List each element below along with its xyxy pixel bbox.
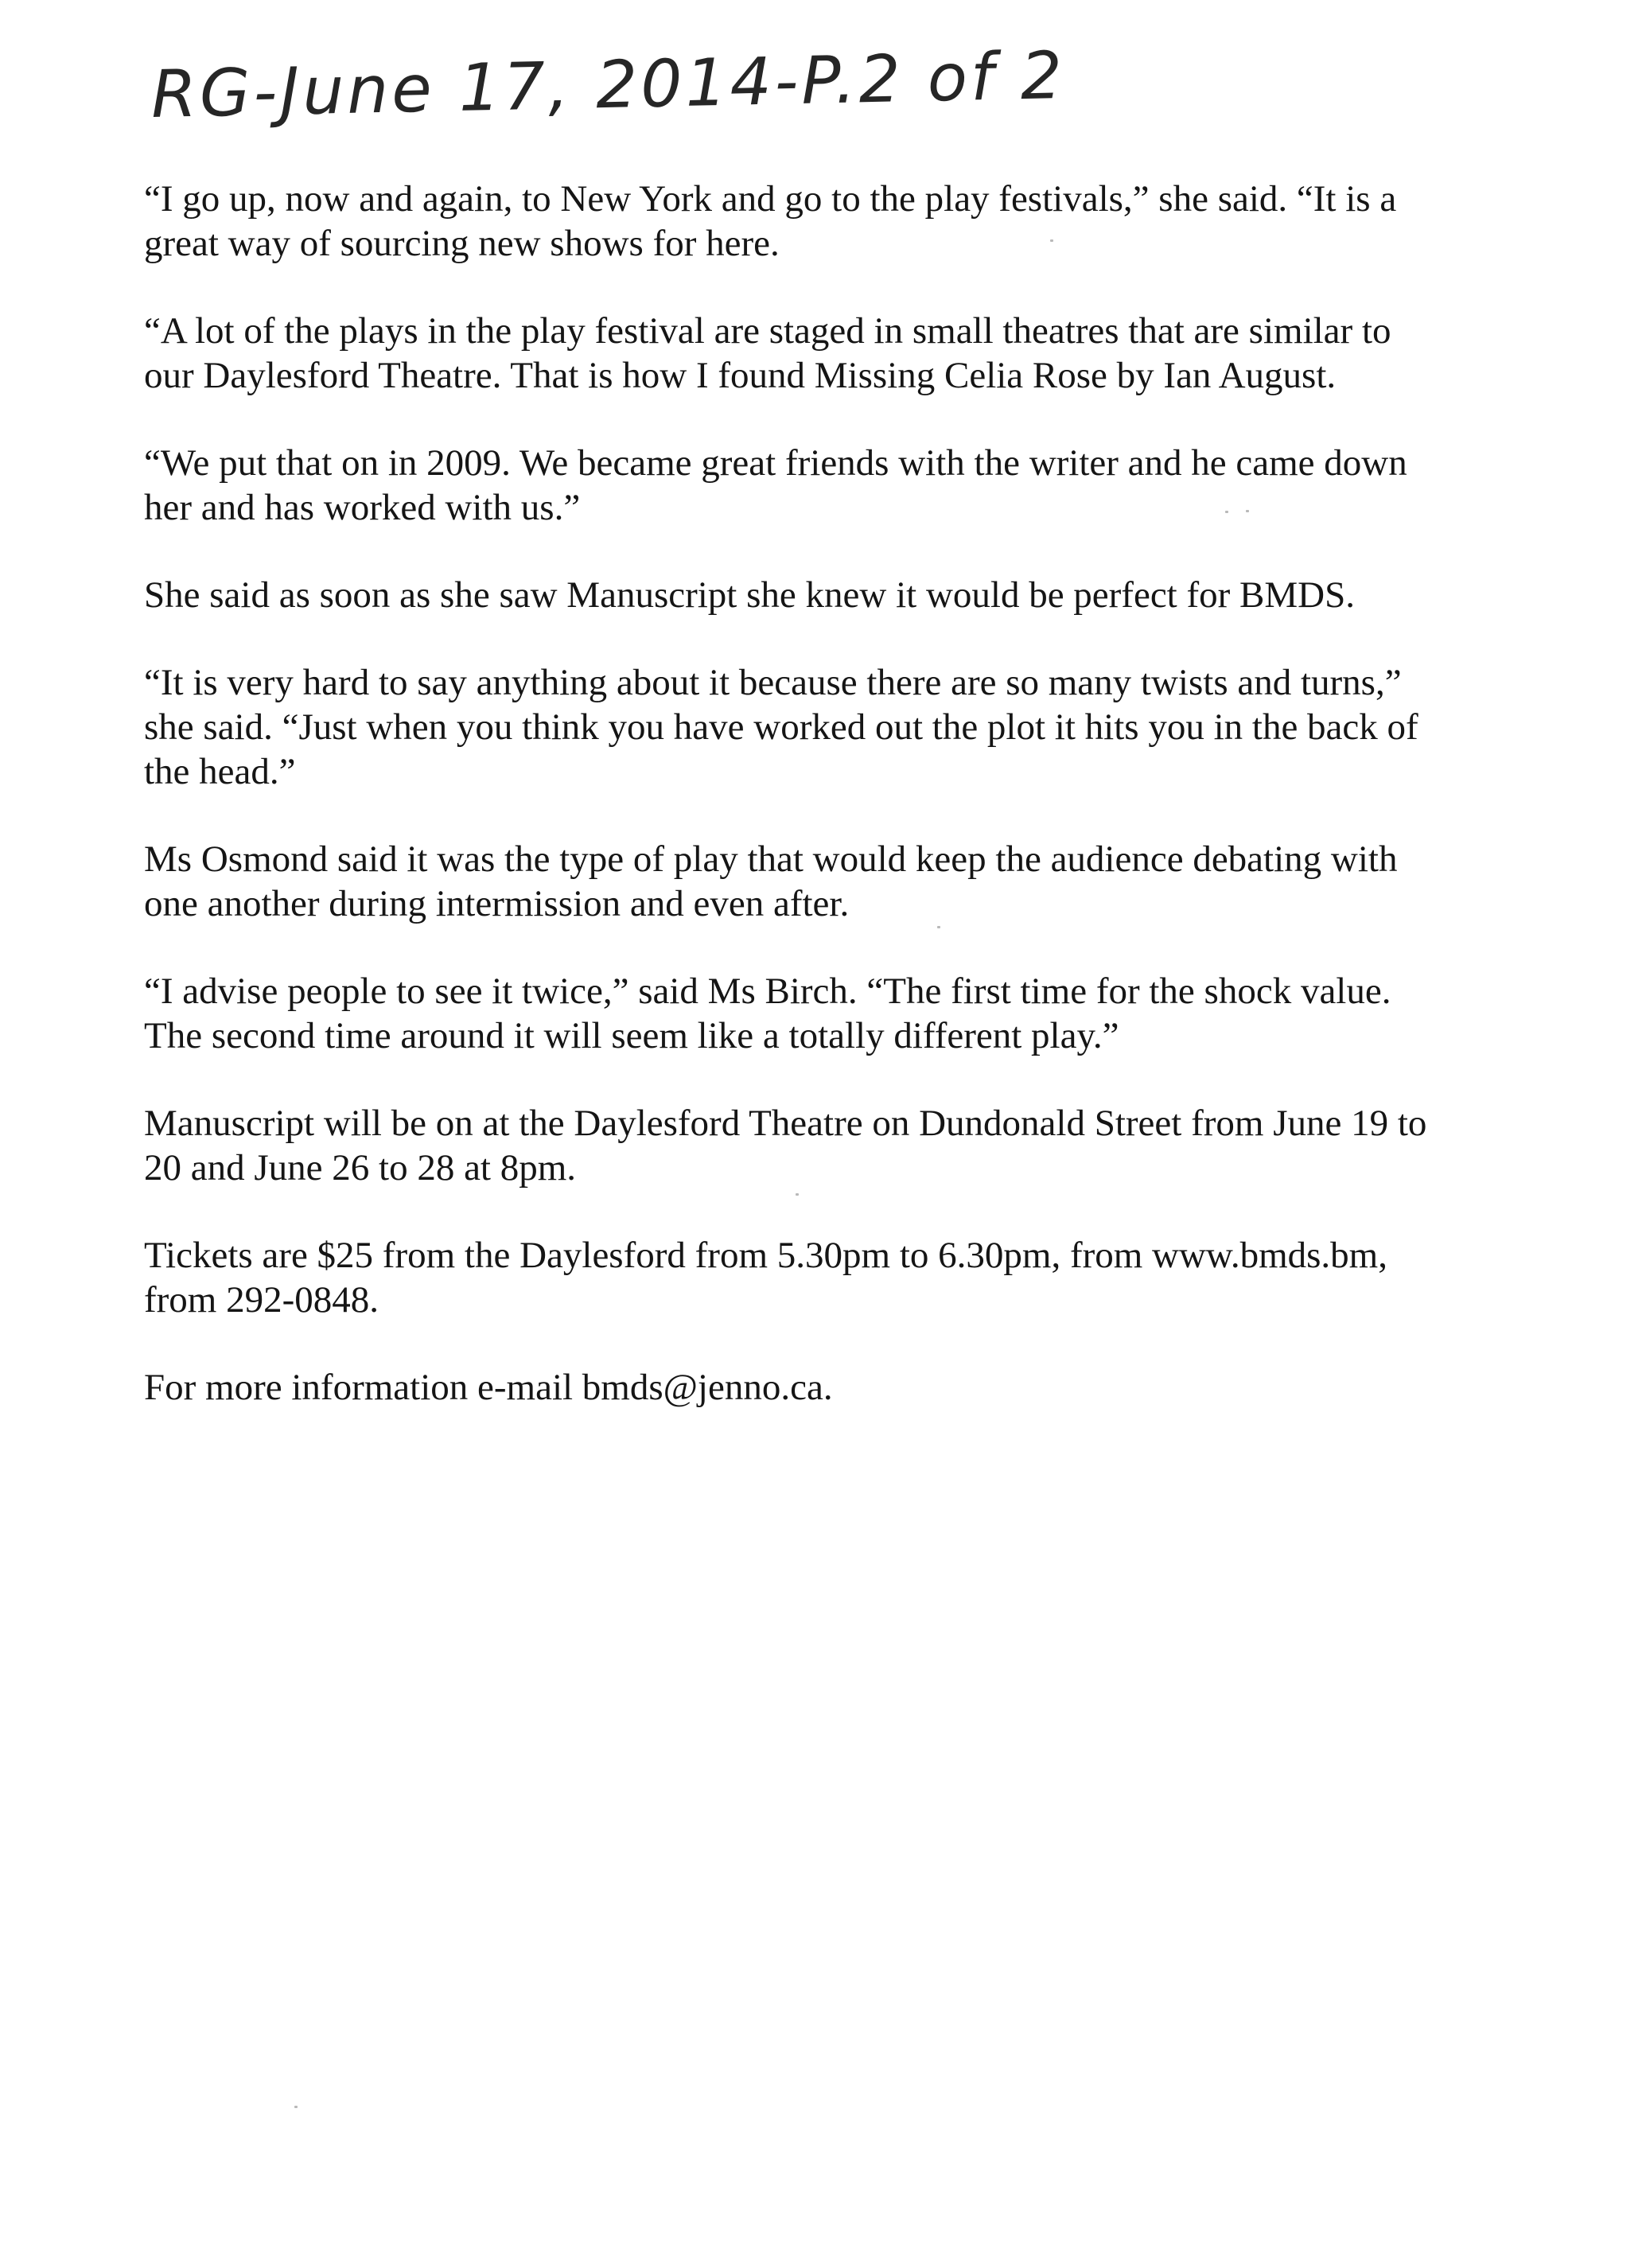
paragraph-festivals: “I go up, now and again, to New York and go to the play festivals,” she said. “It is a great way of sourcing new shows for here. — [144, 178, 1397, 264]
paragraph-performance-dates: Manuscript will be on at the Daylesford Theatre on Dundonald Street from June 19 to 20 and June 26 to 28 at 8pm. — [144, 1103, 1427, 1188]
scan-speck — [294, 2106, 298, 2108]
paragraph-contact-email: For more information e-mail bmds@jenno.ca. — [144, 1367, 833, 1408]
article-body — [144, 177, 1544, 1453]
scan-speck — [796, 1193, 799, 1196]
paragraph-2009-production: “We put that on in 2009. We became great friends with the writer and he came down her and has worked with us.” — [144, 442, 1407, 528]
scan-speck — [937, 926, 940, 928]
paragraph-small-theatres: “A lot of the plays in the play festival are staged in small theatres that are similar to our Daylesford Theatre. That is how I found Missing Celia Rose by Ian August. — [144, 310, 1391, 396]
paragraph-twists-and-turns: “It is very hard to say anything about it because there are so many twists and turns,” she said. “Just when you think you have worked out the plot it hits you in the back of the head.” — [144, 662, 1418, 792]
paragraph-tickets: Tickets are $25 from the Daylesford from 5.30pm to 6.30pm, from www.bmds.bm, from 292-0848. — [144, 1235, 1387, 1321]
scan-speck — [1246, 510, 1249, 512]
paragraph-perfect-for-bmds: She said as soon as she saw Manuscript she knew it would be perfect for BMDS. — [144, 574, 1356, 616]
handwritten-page-note: RG-June 17, 2014-P.2 of 2 — [150, 37, 1066, 133]
scan-speck — [1225, 511, 1228, 513]
scan-speck — [1050, 239, 1053, 242]
paragraph-see-it-twice: “I advise people to see it twice,” said Ms Birch. “The first time for the shock value. The second time around it will seem like a totally different play.” — [144, 971, 1391, 1056]
paragraph-audience-debating: Ms Osmond said it was the type of play that would keep the audience debating with one another during intermission and even after. — [144, 838, 1398, 924]
